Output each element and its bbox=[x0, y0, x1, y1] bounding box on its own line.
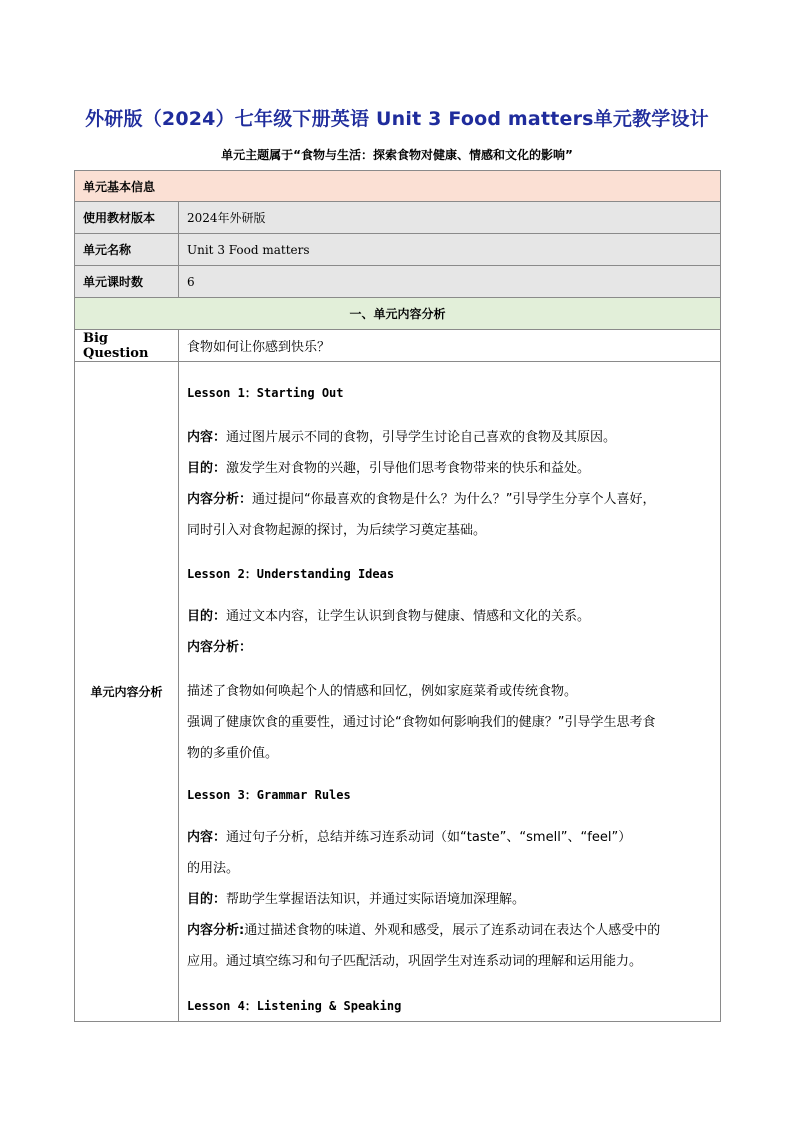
lesson-2-point-2-cont: 物的多重价值。 bbox=[187, 746, 279, 761]
analysis-label: 内容分析： bbox=[187, 492, 253, 507]
lesson-1-analysis bbox=[187, 491, 714, 509]
lesson-1-content bbox=[187, 429, 714, 447]
lesson-2-goal bbox=[187, 608, 714, 626]
document-subtitle: 单元主题属于“食物与生活：探索食物对健康、情感和文化的影响” bbox=[221, 148, 573, 162]
content-analysis-row bbox=[75, 362, 721, 1022]
table-row bbox=[75, 266, 721, 298]
unit-basic-info-header: 单元基本信息 bbox=[75, 171, 721, 202]
unit-name-label: 单元名称 bbox=[75, 234, 179, 266]
document-title: 外研版（2024）七年级下册英语 Unit 3 Food matters单元教学设计 bbox=[85, 108, 709, 130]
analysis-text: 通过描述食物的味道、外观和感受，展示了连系动词在表达个人感受中的 bbox=[244, 923, 661, 938]
lesson-2-title: Lesson 2：Understanding Ideas bbox=[187, 567, 395, 581]
big-question-row bbox=[75, 330, 721, 362]
lesson-1-analysis-cont: 同时引入对食物起源的探讨，为后续学习奠定基础。 bbox=[187, 523, 487, 538]
big-question-label: Big Question bbox=[75, 330, 179, 362]
content-analysis-label: 单元内容分析 bbox=[75, 362, 179, 1022]
unit-info-table bbox=[74, 170, 721, 1022]
content-label: 内容： bbox=[187, 830, 227, 845]
analysis-text: 通过提问“你最喜欢的食物是什么？为什么？”引导学生分享个人喜好， bbox=[252, 492, 656, 507]
lesson-4-title: Lesson 4：Listening & Speaking bbox=[187, 999, 402, 1013]
section-row bbox=[75, 298, 721, 330]
lesson-2-point-2: 强调了健康饮食的重要性，通过讨论“食物如何影响我们的健康？”引导学生思考食 bbox=[187, 715, 656, 730]
lesson-3-content-cont: 的用法。 bbox=[187, 861, 240, 876]
content-label: 内容： bbox=[187, 430, 227, 445]
lesson-1-title: Lesson 1：Starting Out bbox=[187, 386, 344, 400]
unit-name-value: Unit 3 Food matters bbox=[179, 234, 721, 266]
lesson-3-goal bbox=[187, 891, 714, 909]
lesson-1-goal bbox=[187, 460, 714, 478]
table-row bbox=[75, 234, 721, 266]
lesson-count-value: 6 bbox=[179, 266, 721, 298]
big-question-value: 食物如何让你感到快乐？ bbox=[179, 330, 721, 362]
lesson-3-content bbox=[187, 829, 714, 847]
table-header-row bbox=[75, 171, 721, 202]
lesson-2-analysis-label: 内容分析： bbox=[187, 640, 253, 655]
goal-label: 目的： bbox=[187, 892, 227, 907]
lesson-3-analysis-cont: 应用。通过填空练习和句子匹配活动，巩固学生对连系动词的理解和运用能力。 bbox=[187, 954, 643, 969]
goal-text: 通过文本内容，让学生认识到食物与健康、情感和文化的关系。 bbox=[226, 609, 591, 624]
content-text: 通过图片展示不同的食物，引导学生讨论自己喜欢的食物及其原因。 bbox=[226, 430, 617, 445]
textbook-version-value: 2024年外研版 bbox=[179, 202, 721, 234]
goal-label: 目的： bbox=[187, 461, 227, 476]
section-title: 一、单元内容分析 bbox=[75, 298, 721, 330]
goal-text: 激发学生对食物的兴趣，引导他们思考食物带来的快乐和益处。 bbox=[226, 461, 591, 476]
goal-label: 目的： bbox=[187, 609, 227, 624]
goal-text: 帮助学生掌握语法知识，并通过实际语境加深理解。 bbox=[226, 892, 526, 907]
content-text: 通过句子分析，总结并练习连系动词（如“taste”、“smell”、“feel”） bbox=[226, 830, 632, 845]
lesson-count-label: 单元课时数 bbox=[75, 266, 179, 298]
lesson-3-title: Lesson 3：Grammar Rules bbox=[187, 788, 351, 802]
content-analysis-cell bbox=[179, 362, 721, 1022]
textbook-version-label: 使用教材版本 bbox=[75, 202, 179, 234]
lesson-2-point-1: 描述了食物如何唤起个人的情感和回忆，例如家庭菜肴或传统食物。 bbox=[187, 684, 578, 699]
table-row bbox=[75, 202, 721, 234]
lesson-3-analysis bbox=[187, 922, 714, 940]
analysis-label: 内容分析: bbox=[187, 923, 245, 938]
